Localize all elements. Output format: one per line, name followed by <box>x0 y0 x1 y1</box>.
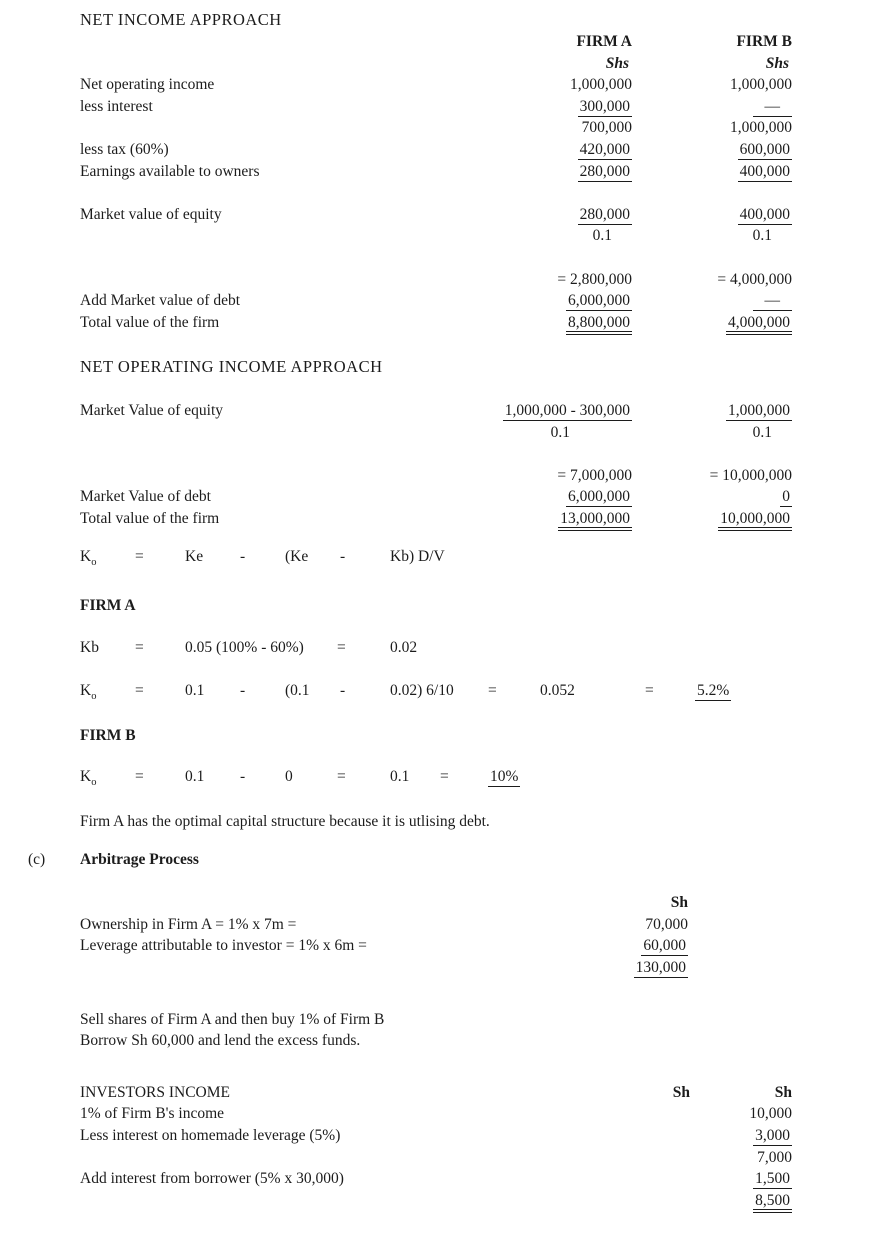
underlined-value: 300,000 <box>579 97 630 115</box>
firm-b-section-heading: FIRM B <box>80 727 136 745</box>
fraction-numerator: 400,000 <box>739 205 790 223</box>
underlined-result: 10% <box>490 768 519 786</box>
underlined-value: 1,500 <box>755 1170 790 1188</box>
table-row <box>80 465 792 487</box>
section-title-net-operating-income: NET OPERATING INCOME APPROACH <box>80 357 383 377</box>
firm-b-value: = 4,000,000 <box>717 270 792 288</box>
row-label <box>80 225 450 247</box>
row-label: Earnings available to owners <box>80 162 260 180</box>
value-cell <box>690 1125 792 1147</box>
sh-column-header: Sh <box>672 1083 690 1101</box>
investors-income-title: INVESTORS INCOME <box>80 1083 230 1101</box>
table-row <box>80 139 792 161</box>
fraction-denominator: 0.1 <box>550 423 570 441</box>
investors-income-table <box>80 1082 792 1213</box>
formula-token: 0.1 <box>185 768 205 786</box>
firm-b-value: = 10,000,000 <box>709 466 792 484</box>
formula-token: = <box>337 768 346 786</box>
formula-token: = <box>135 681 144 699</box>
row-label: Add Market value of debt <box>80 292 241 310</box>
underlined-value: 6,000,000 <box>568 292 630 310</box>
firm-a-value <box>450 400 632 422</box>
row-label <box>80 422 450 444</box>
formula-token: - <box>240 547 246 565</box>
row-label <box>80 1147 590 1169</box>
firm-b-value: 1,000,000 <box>730 76 792 94</box>
section-title-net-income: NET INCOME APPROACH <box>80 10 282 29</box>
formula-token <box>80 768 96 788</box>
formula-token: - <box>340 681 346 699</box>
firm-a-currency-label: Shs <box>605 54 629 72</box>
formula-token: 0 <box>285 768 293 786</box>
firm-b-value <box>632 290 792 312</box>
arbitrage-notes <box>80 1009 792 1052</box>
double-underlined-total: 4,000,000 <box>726 314 792 335</box>
underlined-value: 60,000 <box>643 937 686 955</box>
formula-token: = <box>440 768 449 786</box>
k-symbol: K <box>80 768 92 786</box>
underlined-value: 600,000 <box>739 140 790 158</box>
table-row <box>80 914 688 936</box>
k-symbol: K <box>80 547 92 565</box>
underlined-value: 3,000 <box>755 1126 790 1144</box>
conclusion-text: Firm A has the optimal capital structure because it is utlising debt. <box>80 813 490 831</box>
row-label <box>80 1190 590 1213</box>
firm-b-value <box>632 139 792 161</box>
formula-token: Kb) D/V <box>390 547 445 565</box>
table-row <box>80 117 792 139</box>
firm-a-value <box>450 204 632 226</box>
value-cell: 7,000 <box>757 1148 792 1166</box>
table-row <box>80 935 688 957</box>
row-label: less interest <box>80 97 153 115</box>
row-label <box>80 465 450 487</box>
firm-b-value <box>632 204 792 226</box>
firm-a-value: 1,000,000 <box>570 76 632 94</box>
formula-token: - <box>340 547 346 565</box>
firm-a-value <box>450 139 632 161</box>
table-row <box>80 1190 792 1213</box>
firm-b-value <box>632 400 792 422</box>
formula-token: Ke <box>185 547 204 565</box>
firm-b-value <box>632 486 792 508</box>
formula-token: 0.1 <box>390 768 410 786</box>
document-content <box>28 9 792 1213</box>
underlined-result: 5.2% <box>697 681 730 699</box>
kb-equation <box>80 639 792 661</box>
item-letter: (c) <box>28 851 46 868</box>
firm-a-value <box>450 161 632 183</box>
row-label: Add interest from borrower (5% x 30,000) <box>80 1170 344 1188</box>
fraction-denominator: 0.1 <box>752 423 772 441</box>
underlined-value: 0 <box>782 488 790 506</box>
fraction-numerator: 1,000,000 - 300,000 <box>504 401 630 419</box>
formula-token: - <box>240 681 246 699</box>
table-row <box>80 269 792 291</box>
k-symbol: K <box>80 681 92 699</box>
row-label: 1% of Firm B's income <box>80 1105 225 1123</box>
firm-b-value <box>632 161 792 183</box>
row-label: Total value of the firm <box>80 313 220 331</box>
formula-token: 0.02 <box>390 638 418 656</box>
firm-b-column-header: FIRM B <box>736 33 792 50</box>
value-cell: 10,000 <box>749 1105 792 1123</box>
double-underlined-total: 13,000,000 <box>558 510 632 531</box>
note-line: Sell shares of Firm A and then buy 1% of Firm B <box>80 1010 385 1028</box>
formula-token: = <box>135 768 144 786</box>
spacer-cell <box>80 53 450 75</box>
firm-a-value <box>450 96 632 118</box>
firm-a-value: = 7,000,000 <box>557 466 632 484</box>
row-label: Less interest on homemade leverage (5%) <box>80 1126 341 1144</box>
note-line: Borrow Sh 60,000 and lend the excess funds. <box>80 1032 361 1050</box>
firm-a-value: = 2,800,000 <box>557 270 632 288</box>
formula-token: = <box>488 681 497 699</box>
value-cell <box>590 1168 690 1190</box>
value-cell <box>590 1103 690 1125</box>
value-cell <box>590 1147 690 1169</box>
ko-formula <box>80 548 792 570</box>
table-row <box>80 486 792 508</box>
table-row <box>80 508 792 531</box>
formula-token: = <box>337 638 346 656</box>
table-row <box>80 400 792 422</box>
firm-b-value <box>632 508 792 531</box>
formula-token: 0.052 <box>540 681 575 699</box>
formula-token: = <box>645 681 654 699</box>
fraction-numerator: 1,000,000 <box>728 401 790 419</box>
fraction-numerator: 280,000 <box>579 205 630 223</box>
row-label: Net operating income <box>80 76 215 94</box>
table-row <box>80 892 688 914</box>
value-cell <box>568 957 688 979</box>
sh-column-header: Sh <box>774 1083 792 1101</box>
sh-column-header: Sh <box>670 894 688 912</box>
row-label: Total value of the firm <box>80 509 220 527</box>
firm-a-value <box>450 508 632 531</box>
table-row <box>80 74 792 96</box>
row-label: Market Value of equity <box>80 401 224 419</box>
row-label <box>80 269 450 291</box>
underlined-value: 400,000 <box>739 162 790 180</box>
table-row <box>80 1168 792 1190</box>
underlined-total: 130,000 <box>635 958 686 976</box>
underlined-value: 6,000,000 <box>568 488 630 506</box>
row-label <box>80 957 568 979</box>
formula-token: 0.05 (100% - 60%) <box>185 638 304 656</box>
currency-header-row <box>80 53 792 75</box>
row-label <box>80 892 568 914</box>
formula-token <box>80 548 96 568</box>
underlined-dash: — <box>753 98 793 117</box>
ko-equation-firm-b <box>80 768 792 790</box>
table-row <box>80 312 792 335</box>
value-cell <box>568 935 688 957</box>
arbitrage-heading-row <box>28 849 792 871</box>
ko-equation-firm-a <box>80 682 792 704</box>
formula-token: = <box>135 547 144 565</box>
value-cell <box>590 1125 690 1147</box>
table-row <box>80 225 792 247</box>
k-subscript: o <box>91 556 97 568</box>
value-cell <box>590 1190 690 1213</box>
formula-token: Kb <box>80 638 99 656</box>
firm-a-column-header: FIRM A <box>576 33 632 50</box>
value-cell <box>690 1190 792 1213</box>
firm-b-value: 1,000,000 <box>730 119 792 137</box>
table-row <box>80 1147 792 1169</box>
value-cell <box>690 1168 792 1190</box>
firm-a-value <box>450 486 632 508</box>
fraction-denominator: 0.1 <box>752 227 772 245</box>
formula-token: = <box>135 638 144 656</box>
table-row <box>80 1103 792 1125</box>
formula-token: 0.02) 6/10 <box>390 681 454 699</box>
formula-token: (Ke <box>285 547 309 565</box>
formula-token <box>80 682 96 702</box>
formula-token: - <box>240 768 246 786</box>
table-row <box>80 1125 792 1147</box>
double-underlined-total: 8,800,000 <box>566 314 632 335</box>
firm-a-section-heading: FIRM A <box>80 597 136 615</box>
double-underlined-total: 10,000,000 <box>718 510 792 531</box>
column-header-row <box>80 31 792 53</box>
row-label: Market value of equity <box>80 205 222 223</box>
table-row <box>80 161 792 183</box>
formula-token: (0.1 <box>285 681 310 699</box>
arbitrage-heading: Arbitrage Process <box>80 851 199 868</box>
formula-token: 0.1 <box>185 681 205 699</box>
table-row <box>80 957 688 979</box>
table-header-row <box>80 1082 792 1104</box>
table-row <box>80 422 792 444</box>
table-row <box>80 204 792 226</box>
firm-a-value <box>450 312 632 335</box>
table-row <box>80 96 792 118</box>
row-label <box>80 117 450 139</box>
table-row <box>80 290 792 312</box>
arbitrage-table <box>80 892 688 978</box>
row-label: Ownership in Firm A = 1% x 7m = <box>80 915 297 933</box>
firm-a-value: 700,000 <box>581 119 632 137</box>
firm-b-currency-label: Shs <box>765 54 789 72</box>
row-label: Market Value of debt <box>80 488 211 506</box>
fraction-denominator: 0.1 <box>592 227 612 245</box>
underlined-value: 420,000 <box>579 140 630 158</box>
double-underlined-total: 8,500 <box>753 1192 792 1213</box>
row-label: less tax (60%) <box>80 140 169 158</box>
row-label: Leverage attributable to investor = 1% x 6m = <box>80 937 367 955</box>
spacer-cell <box>80 31 450 53</box>
firm-b-value <box>632 96 792 118</box>
value-cell: 70,000 <box>645 915 688 933</box>
firm-b-value <box>632 312 792 335</box>
k-subscript: o <box>91 690 97 702</box>
k-subscript: o <box>91 777 97 789</box>
underlined-value: 280,000 <box>579 162 630 180</box>
firm-a-value <box>450 290 632 312</box>
underlined-dash: — <box>753 292 793 311</box>
